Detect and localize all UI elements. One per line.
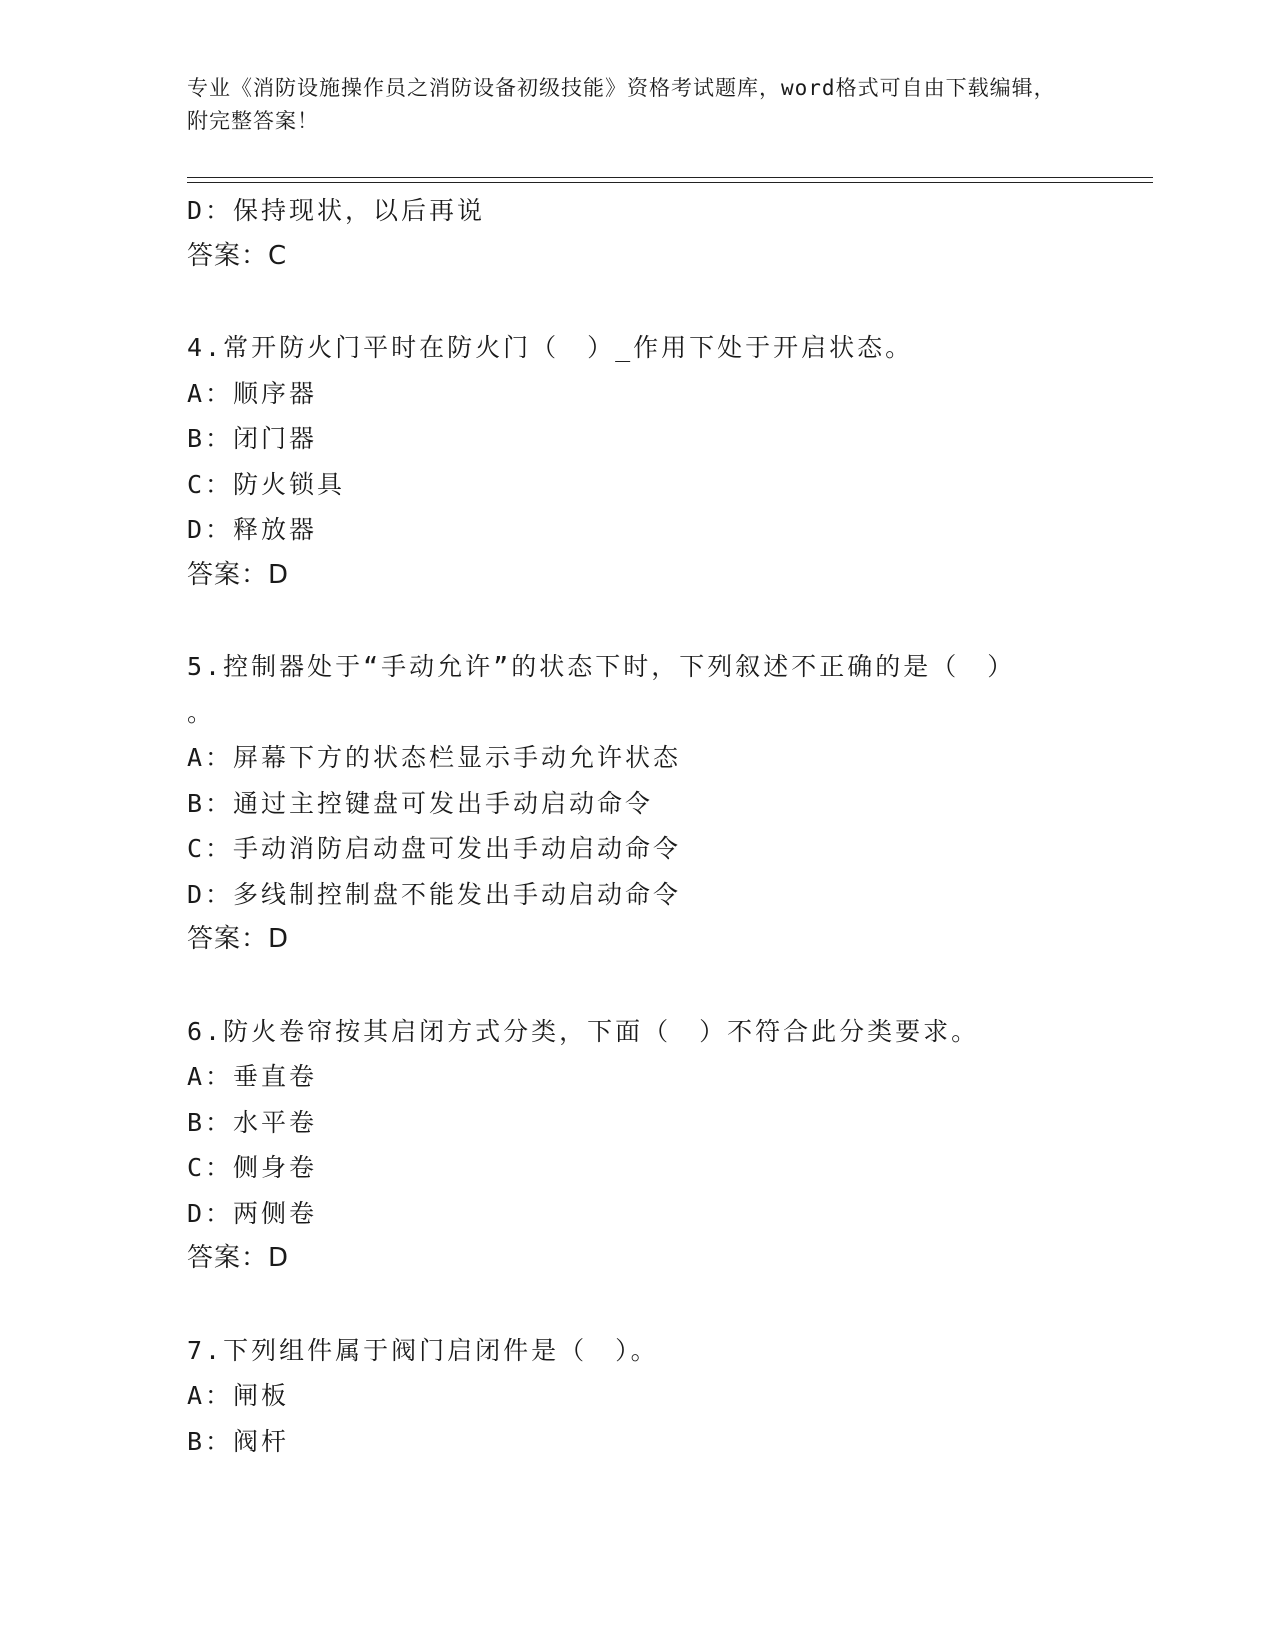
option-b: B：阀杆	[187, 1426, 290, 1456]
question-3-tail	[187, 188, 1087, 279]
question-text: 7.下列组件属于阀门启闭件是（ ）。	[187, 1335, 659, 1365]
question-7	[187, 1328, 1087, 1465]
option-d: D：释放器	[187, 515, 318, 544]
document-header: 专业《消防设施操作员之消防设备初级技能》资格考试题库，word格式可自由下载编辑，附完整答案！	[187, 76, 1056, 133]
option-a: A：屏幕下方的状态栏显示手动允许状态	[187, 743, 682, 772]
option-b: B：闭门器	[187, 424, 318, 453]
question-text: 6.防火卷帘按其启闭方式分类，下面（ ）不符合此分类要求。	[187, 1016, 980, 1046]
question-text: 5.控制器处于“手动允许”的状态下时，下列叙述不正确的是（ ）	[187, 652, 1016, 681]
question-list	[187, 188, 1087, 1464]
option-d: D：两侧卷	[187, 1198, 318, 1228]
question-5	[187, 644, 1087, 963]
answer: 答案：D	[187, 924, 290, 954]
question-6	[187, 1009, 1087, 1282]
option-d: D：保持现状，以后再说	[187, 196, 486, 225]
spacer	[187, 279, 1087, 325]
answer: 答案：D	[187, 1243, 290, 1273]
option-b: B：通过主控键盘可发出手动启动命令	[187, 788, 654, 818]
spacer	[187, 1282, 1087, 1328]
option-c: C：侧身卷	[187, 1153, 318, 1182]
option-d: D：多线制控制盘不能发出手动启动命令	[187, 879, 682, 909]
question-text: 4.常开防火门平时在防火门（ ）_作用下处于开启状态。	[187, 333, 914, 362]
option-a: A：闸板	[187, 1381, 290, 1410]
option-c: C：手动消防启动盘可发出手动启动命令	[187, 834, 682, 863]
question-text-continued: 。	[187, 697, 216, 727]
option-b: B：水平卷	[187, 1107, 318, 1137]
option-a: A：顺序器	[187, 378, 318, 408]
spacer	[187, 963, 1087, 1009]
spacer	[187, 598, 1087, 644]
option-c: C：防火锁具	[187, 469, 346, 499]
answer: 答案：C	[187, 240, 288, 271]
option-a: A：垂直卷	[187, 1062, 318, 1091]
question-4	[187, 325, 1087, 598]
header-divider-top	[187, 177, 1153, 178]
answer: 答案：D	[187, 559, 290, 590]
header-divider-bottom	[187, 182, 1153, 183]
